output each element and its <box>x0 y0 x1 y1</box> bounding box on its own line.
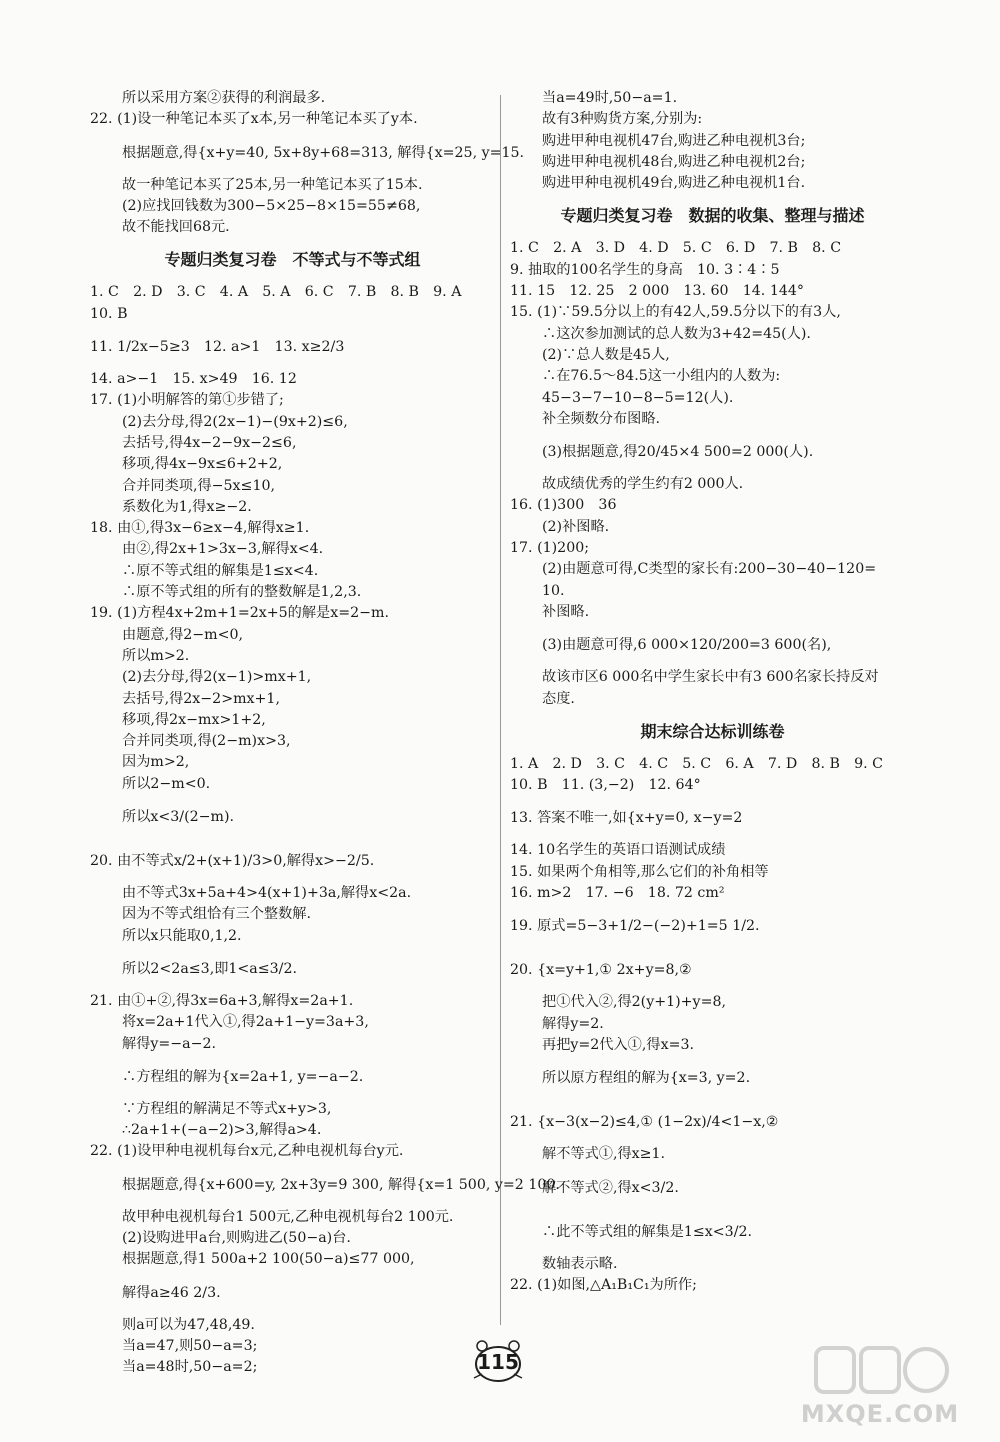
answer-line: 补图略. <box>542 603 590 620</box>
right-column <box>510 88 915 1296</box>
answer-line: (2)由题意可得,C类型的家长有:200−30−40−120= <box>542 561 877 578</box>
answer-line: 10. B <box>90 305 128 322</box>
answer-line: 10. B 11. (3,−2) 12. 64° <box>510 777 701 794</box>
answer-line: 补全频数分布图略. <box>542 410 661 427</box>
answer-line: 根据题意,得{x+y=40, 5x+8y+68=313, 解得{x=25, y=15. <box>122 144 525 161</box>
answer-line: (2)应找回钱数为300−5×25−8×15=55≠68, <box>122 197 421 214</box>
answer-line: 把①代入②,得2(y+1)+y=8, <box>542 994 726 1011</box>
answer-line: 所以m>2. <box>122 647 190 664</box>
answer-line: 15. (1)∵59.5分以上的有42人,59.5分以下的有3人, <box>510 304 841 321</box>
answer-line: 21. 由①+②,得3x=6a+3,解得x=2a+1. <box>90 992 354 1009</box>
answer-line: 故成绩优秀的学生约有2 000人. <box>542 476 744 493</box>
answer-line: 45−3−7−10−8−5=12(人). <box>542 389 734 406</box>
answer-line: 17. (1)小明解答的第①步错了; <box>90 392 284 409</box>
answer-line: 所以原方程组的解为{x=3, y=2. <box>542 1070 751 1087</box>
answer-line: 20. {x=y+1,① 2x+y=8,② <box>510 962 692 979</box>
answer-line: 解不等式②,得x<3/2. <box>542 1179 679 1196</box>
answer-line: 22. (1)设一种笔记本买了x本,另一种笔记本买了y本. <box>90 111 418 128</box>
answer-line: 故不能找回68元. <box>122 219 230 236</box>
answer-line: 根据题意,得{x+600=y, 2x+3y=9 300, 解得{x=1 500, y=2 100. <box>122 1176 560 1193</box>
answer-line: 再把y=2代入①,得x=3. <box>542 1036 694 1053</box>
answer-line: (3)根据题意,得20/45×4 500=2 000(人). <box>542 444 814 461</box>
answer-line: 14. a>−1 15. x>49 16. 12 <box>90 371 297 388</box>
answer-line: ∵方程组的解满足不等式x+y>3, <box>122 1100 332 1117</box>
answer-line: 解得y=−a−2. <box>122 1035 217 1052</box>
answer-line: 移项,得2x−mx>1+2, <box>122 711 266 728</box>
answer-line: 当a=49时,50−a=1. <box>542 90 678 106</box>
section-heading: 专题归类复习卷 不等式与不等式组 <box>164 250 421 270</box>
answer-line: 22. (1)如图,△A₁B₁C₁为所作; <box>510 1276 697 1293</box>
answer-line: 故有3种购货方案,分别为: <box>542 111 703 128</box>
answer-line: 系数化为1,得x≥−2. <box>122 498 252 515</box>
answer-line: 故一种笔记本买了25本,另一种笔记本买了15本. <box>122 176 423 193</box>
answer-line: 所以2−m<0. <box>122 775 211 792</box>
answer-line: 因为m>2, <box>122 754 190 771</box>
answer-line: 当a=47,则50−a=3; <box>122 1337 258 1354</box>
answer-line: 态度. <box>542 690 575 707</box>
answer-line: 将x=2a+1代入①,得2a+1−y=3a+3, <box>122 1014 369 1031</box>
answer-line: 20. 由不等式x/2+(x+1)/3>0,解得x>−2/5. <box>90 853 375 870</box>
answer-line: 购进甲种电视机47台,购进乙种电视机3台; <box>542 132 806 149</box>
answer-line: ∴方程组的解为{x=2a+1, y=−a−2. <box>122 1068 364 1085</box>
answer-line: 去括号,得4x−2−9x−2≤6, <box>122 434 297 451</box>
watermark-text: MXQE.COM <box>800 1400 960 1428</box>
answer-line: 故该市区6 000名中学生家长中有3 600名家长持反对 <box>542 669 879 686</box>
watermark <box>785 1340 975 1435</box>
answer-line: 13. 答案不唯一,如{x+y=0, x−y=2 <box>510 810 743 827</box>
answer-line: 19. 原式=5−3+1/2−(−2)+1=5 1/2. <box>510 918 760 935</box>
answer-line: 解得a≥46 2/3. <box>122 1284 221 1301</box>
answer-line: 当a=48时,50−a=2; <box>122 1359 258 1376</box>
answer-line: 去括号,得2x−2>mx+1, <box>122 690 280 707</box>
answer-line: 所以x<3/(2−m). <box>122 809 235 826</box>
answer-line: 22. (1)设甲种电视机每台x元,乙种电视机每台y元. <box>90 1143 404 1160</box>
answer-line: (2)设购进甲a台,则购进乙(50−a)台. <box>122 1229 351 1246</box>
answer-line: 1. C 2. D 3. C 4. A 5. A 6. C 7. B 8. B 9. A <box>90 284 462 301</box>
watermark-logo-icon <box>810 1342 950 1398</box>
answer-line: 16. (1)300 36 <box>510 497 617 514</box>
answer-line: 移项,得4x−9x≤6+2+2, <box>122 456 283 473</box>
answer-line: 所以2<2a≤3,即1<a≤3/2. <box>122 960 297 977</box>
answer-line: ∴原不等式组的所有的整数解是1,2,3. <box>122 584 362 601</box>
answer-line: 1. A 2. D 3. C 4. C 5. C 6. A 7. D 8. B 9. C <box>510 755 884 772</box>
answer-line: 因为不等式组恰有三个整数解. <box>122 906 311 923</box>
answer-line: (2)去分母,得2(2x−1)−(9x+2)≤6, <box>122 413 348 430</box>
answer-line: (2)补图略. <box>542 518 610 535</box>
answer-line: 16. m>2 17. −6 18. 72 cm² <box>510 885 725 902</box>
answer-line: 17. (1)200; <box>510 540 590 557</box>
section-heading: 专题归类复习卷 数据的收集、整理与描述 <box>560 206 865 226</box>
answer-line: 14. 10名学生的英语口语测试成绩 <box>510 842 726 859</box>
answer-line: 1. C 2. A 3. D 4. D 5. C 6. D 7. B 8. C <box>510 240 842 257</box>
answer-line: 10. <box>542 582 565 599</box>
answer-line: 15. 如果两个角相等,那么它们的补角相等 <box>510 863 769 880</box>
answer-line: 故甲种电视机每台1 500元,乙种电视机每台2 100元. <box>122 1208 454 1225</box>
answer-line: ∴2a+1+(−a−2)>3,解得a>4. <box>122 1122 322 1139</box>
answer-line: 11. 15 12. 25 2 000 13. 60 14. 144° <box>510 283 804 300</box>
answer-line: 所以采用方案②获得的利润最多. <box>122 90 326 106</box>
answer-line: 购进甲种电视机49台,购进乙种电视机1台. <box>542 175 806 192</box>
answer-line: 合并同类项,得(2−m)x>3, <box>122 733 291 750</box>
answer-line: 由题意,得2−m<0, <box>122 626 244 643</box>
page-number: 115 <box>477 1350 519 1374</box>
answer-line: 解不等式①,得x≥1. <box>542 1146 666 1163</box>
answer-line: 19. (1)方程4x+2m+1=2x+5的解是x=2−m. <box>90 605 390 622</box>
answer-line: 所以x只能取0,1,2. <box>122 927 242 944</box>
answer-line: 购进甲种电视机48台,购进乙种电视机2台; <box>542 153 806 170</box>
section-heading: 期末综合达标训练卷 <box>640 721 785 741</box>
answer-line: 由②,得2x+1>3x−3,解得x<4. <box>122 541 324 558</box>
answer-line: 9. 抽取的100名学生的身高 10. 3∶4∶5 <box>510 261 780 278</box>
answer-line: ∴原不等式组的解集是1≤x<4. <box>122 562 319 579</box>
answer-line: 18. 由①,得3x−6≥x−4,解得x≥1. <box>90 520 310 537</box>
answer-line: 则a可以为47,48,49. <box>122 1316 255 1333</box>
answer-line: 根据题意,得1 500a+2 100(50−a)≤77 000, <box>122 1251 415 1268</box>
answer-line: 解得y=2. <box>542 1015 604 1032</box>
answer-line: 合并同类项,得−5x≤10, <box>122 477 276 494</box>
answer-line: 数轴表示略. <box>542 1255 618 1272</box>
answer-line: 11. 1/2x−5≥3 12. a>1 13. x≥2/3 <box>90 339 345 356</box>
page-number-badge <box>470 1338 526 1384</box>
answer-line: ∴此不等式组的解集是1≤x<3/2. <box>542 1223 753 1240</box>
answer-line: (3)由题意可得,6 000×120/200=3 600(名), <box>542 637 832 654</box>
answer-line: (2)∵总人数是45人, <box>542 346 670 363</box>
answer-line: ∴在76.5～84.5这一小组内的人数为: <box>542 368 781 385</box>
answer-line: 21. {x−3(x−2)≤4,① (1−2x)/4<1−x,② <box>510 1114 779 1131</box>
answer-line: 由不等式3x+5a+4>4(x+1)+3a,解得x<2a. <box>122 885 412 902</box>
answer-line: (2)去分母,得2(x−1)>mx+1, <box>122 669 312 686</box>
column-divider <box>500 95 501 1325</box>
answer-line: ∴这次参加测试的总人数为3+42=45(人). <box>542 325 811 342</box>
